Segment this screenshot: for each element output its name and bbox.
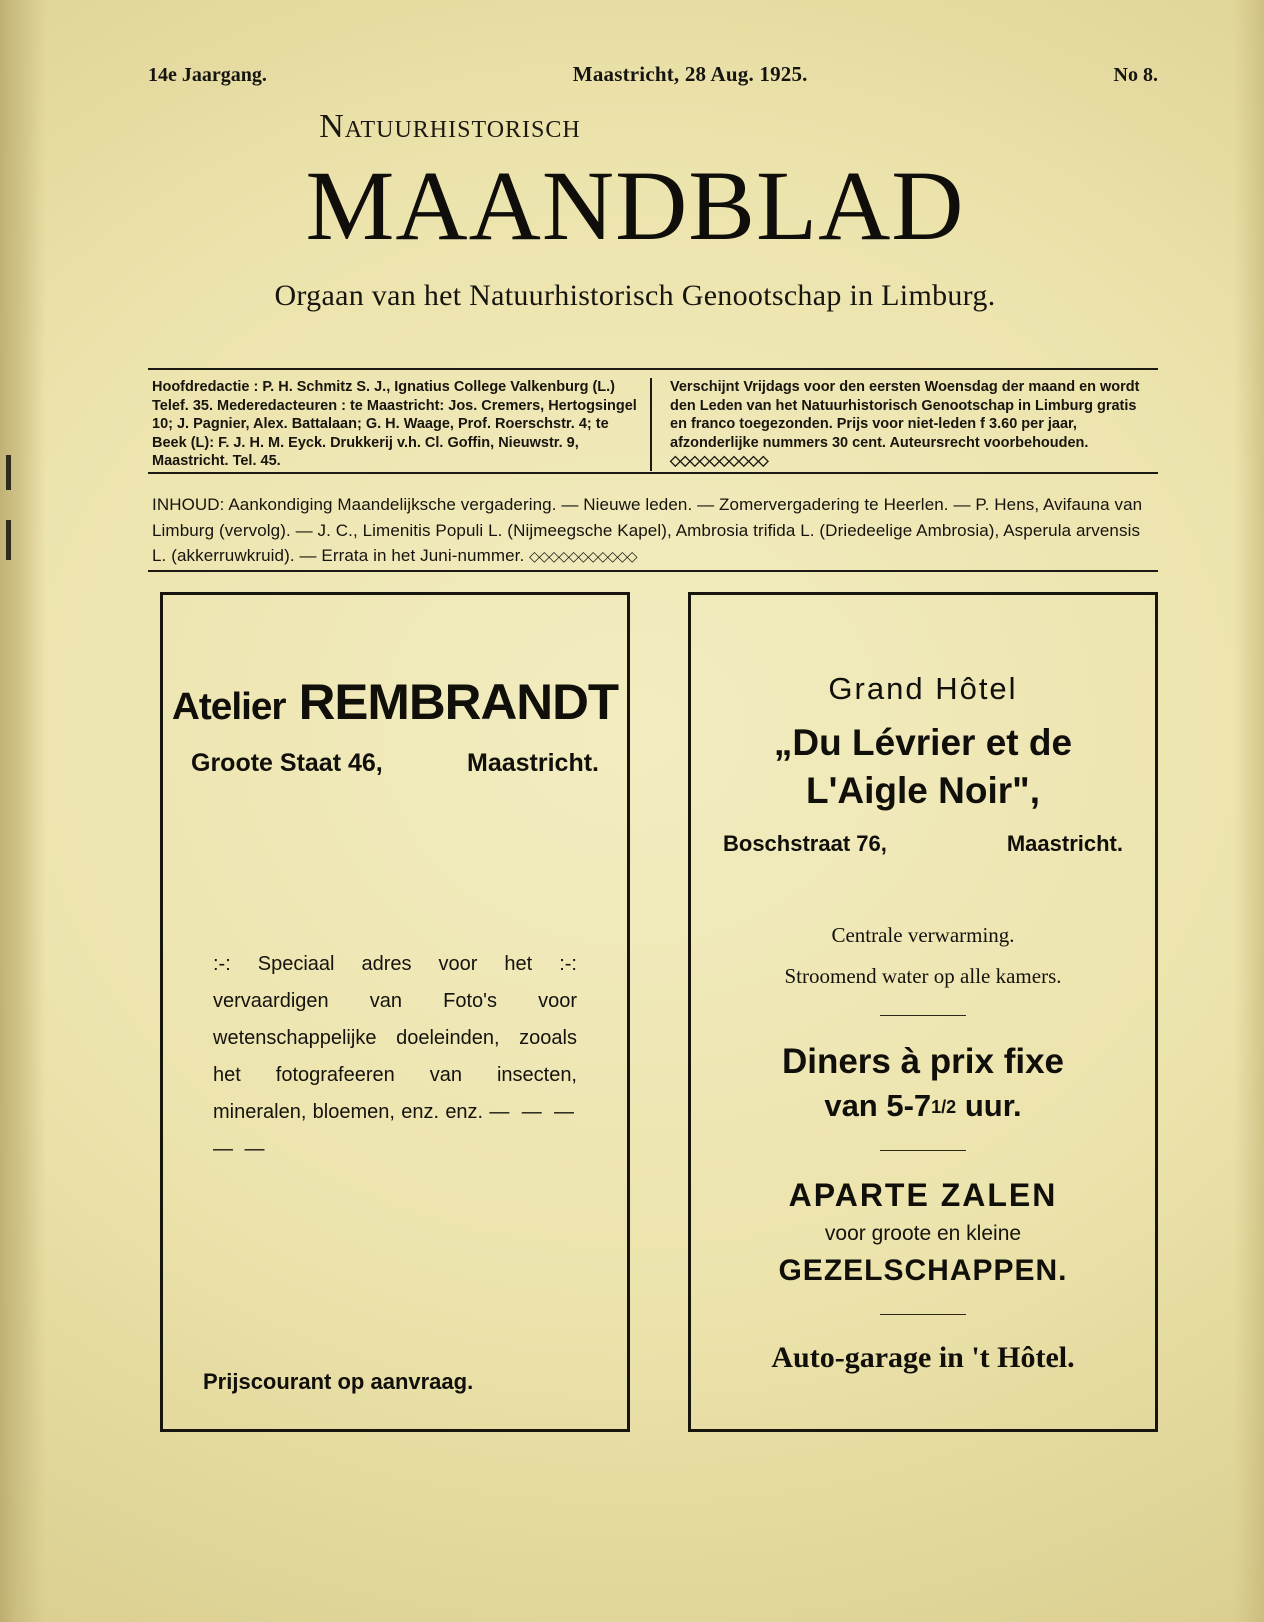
ornament-diamonds: ◇◇◇◇◇◇◇◇◇◇ [670, 452, 768, 469]
ad-right-garage: Auto-garage in 't Hôtel. [771, 1341, 1075, 1375]
ad-right-separator-2 [880, 1150, 966, 1151]
ad-right-street: Boschstraat 76, [723, 831, 887, 857]
ad-left-body-text: :-: Speciaal adres voor het :-: vervaardigen van Foto's voor wetenschappelijke doeleinden, zooals het fotografeeren van insecten, mineralen, bloemen, enz. enz. [213, 953, 577, 1123]
ad-left-title-small: Atelier [171, 686, 286, 728]
document-sheet [60, 0, 1210, 1622]
colophon-editorial-text: Hoofdredactie : P. H. Schmitz S. J., Ignatius College Valkenburg (L.) Telef. 35. Mederedacteuren : te Maastricht: Jos. Cremers, Hertogsingel 10; J. Pagnier, Alex. Battalaan; G. H. Waage, Prof. Roerschstr. 4; te Beek (L): F. J. H. M. Eyck. Drukkerij v.h. Cl. Goffin, Nieuwstr. 9, Maastricht. Tel. 45. [152, 379, 637, 470]
colophon-subscription [650, 378, 1156, 471]
issue-number-label: No 8. [1113, 64, 1158, 86]
ad-right-separator-1 [880, 1015, 966, 1016]
ad-left-city: Maastricht. [467, 749, 599, 777]
ad-right-name [691, 719, 1155, 815]
ad-right-diners [691, 1042, 1155, 1124]
colophon-editorial [152, 378, 650, 471]
ad-left-title [158, 673, 631, 731]
masthead-kicker: Natuurhistorisch [319, 108, 581, 145]
ad-right-name-line2: L'Aigle Noir", [806, 770, 1040, 812]
advertisements [160, 592, 1158, 1432]
masthead [60, 108, 1210, 313]
divider-colophon-bottom [148, 472, 1158, 474]
ad-right-address [723, 831, 1123, 857]
ad-right-hours-pre: van 5-7 [824, 1088, 932, 1124]
ad-grand-hotel [688, 592, 1158, 1432]
place-date-label: Maastricht, 28 Aug. 1925. [572, 62, 808, 86]
ad-right-feature-1: Centrale verwarming. [831, 923, 1015, 948]
ad-right-voor: voor groote en kleine [824, 1222, 1022, 1246]
ad-atelier-rembrandt [160, 592, 630, 1432]
ad-right-city: Maastricht. [1006, 831, 1123, 857]
colophon-subscription-text: Verschijnt Vrijdags voor den eersten Woensdag der maand en wordt den Leden van het Natuurhistorisch Genootschap in Limburg gratis en franco toegezonden. Prijs voor niet-leden f 3.60 per jaar, afzonderlijke nummers 30 cent. Auteursrecht voorbehouden. [670, 379, 1140, 451]
ad-left-body [213, 946, 577, 1168]
contents-text: INHOUD: Aankondiging Maandelijksche vergadering. — Nieuwe leden. — Zomervergadering te Heerlen. — P. Hens, Avifauna van Limburg (vervolg). — J. C., Limenitis Populi L. (Nijmeegsche Kapel), Ambrosia trifida L. (Driedeelige Ambrosia), Asperula arvensis L. (akkerruwkruid). — Errata in het Juni-nummer. [152, 495, 1143, 565]
ad-left-street: Groote Staat 46, [191, 749, 383, 777]
ad-right-hours-post: uur. [956, 1088, 1022, 1124]
divider-top [148, 368, 1158, 370]
ad-left-address [191, 749, 599, 778]
divider-contents-bottom [148, 570, 1158, 572]
page-title: MAANDBLAD [305, 150, 965, 261]
issue-header [148, 62, 1158, 87]
ad-left-footer: Prijscourant op aanvraag. [203, 1369, 474, 1394]
ad-right-title: Grand Hôtel [828, 671, 1018, 706]
ad-right-name-line1: „Du Lévrier et de [773, 722, 1073, 763]
masthead-subtitle: Orgaan van het Natuurhistorisch Genootschap in Limburg. [274, 279, 996, 312]
ad-left-body-dashes: — — — — — [213, 1101, 577, 1160]
ornament-diamonds-contents: ◇◇◇◇◇◇◇◇◇◇◇ [529, 548, 637, 564]
ad-right-gezelschappen: GEZELSCHAPPEN. [778, 1254, 1068, 1288]
ad-right-hours-frac: 1/2 [931, 1097, 957, 1118]
ad-right-diners-label: Diners à prix fixe [781, 1042, 1065, 1082]
colophon [152, 378, 1156, 471]
ad-left-title-big: REMBRANDT [298, 674, 619, 730]
ad-right-feature-2: Stroomend water op alle kamers. [784, 964, 1062, 989]
contents-section [152, 492, 1156, 569]
ad-right-separator-3 [880, 1314, 966, 1315]
volume-label: 14e Jaargang. [148, 64, 267, 86]
ad-right-diners-hours [691, 1088, 1155, 1124]
ad-right-aparte: APARTE ZALEN [788, 1177, 1058, 1214]
